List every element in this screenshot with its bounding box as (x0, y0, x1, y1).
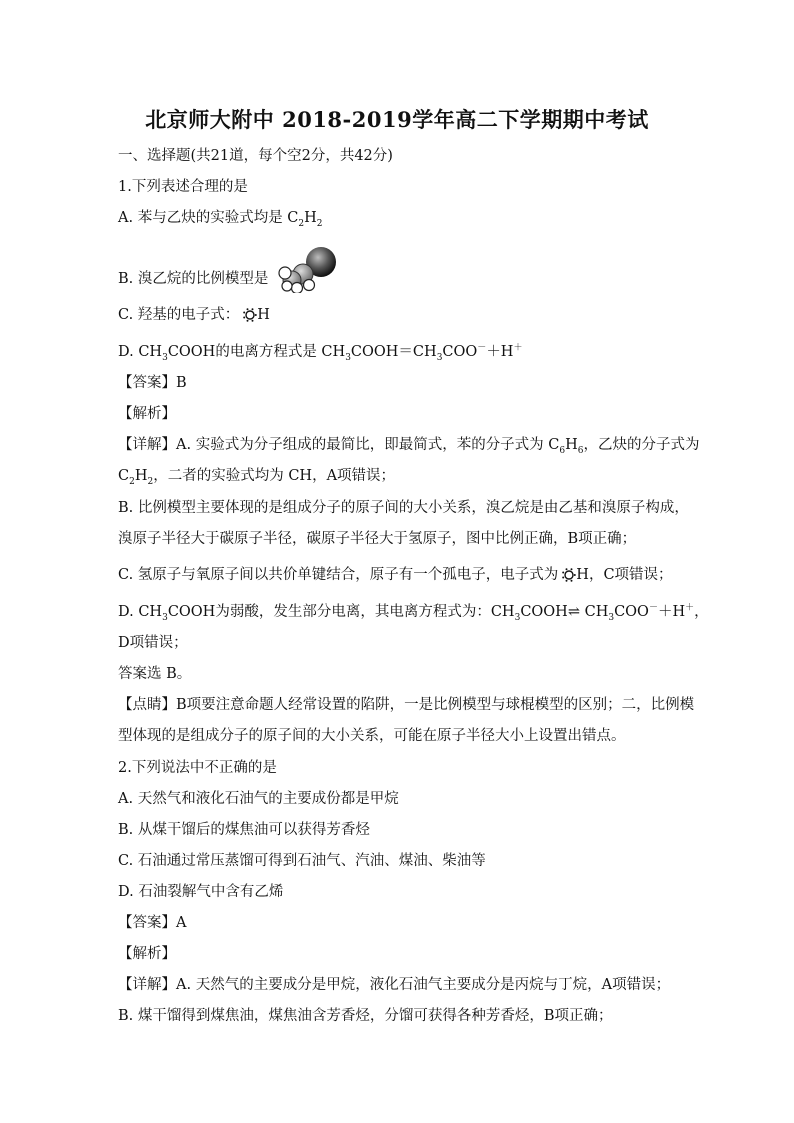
q1-option-b: B. 溴乙烷的比例模型是 (118, 255, 341, 303)
q1-answer: 【答案】B (118, 375, 187, 391)
q1-option-d: D. $CH_3COOH$的电离方程式是 $CH_3COOH=CH_3COO^-+H^+$ (118, 343, 523, 363)
q2-option-c: C. 石油通过常压蒸馏可得到石油气、汽油、煤油、柴油等 (118, 853, 486, 869)
q1-detail-a-line2: $C_2H_2$，二者的实验式均为 CH，A项错误； (118, 468, 396, 487)
q2-detail-b: B. 煤干馏得到煤焦油，煤焦油含芳香烃，分馏可获得各种芳香烃，B项正确； (118, 1008, 613, 1024)
equilibrium-arrow-icon: ⇌ (567, 604, 580, 620)
hydroxyl-electron-dot-icon (562, 568, 576, 582)
q1-tip-line1: 【点睛】B项要注意命题人经常设置的陷阱，一是比例模型与球棍模型的区别；二，比例模 (118, 697, 695, 713)
q1-analysis-heading: 【解析】 (118, 406, 176, 422)
q1-conclusion: 答案选 B。 (118, 666, 192, 682)
bromoethane-space-filling-model-icon (277, 245, 341, 293)
q1-detail-c: C. 氢原子与氧原子间以共价单键结合，原子有一个孤电子，电子式为 H，C项错误； (118, 567, 673, 583)
q1-detail-b-line1: B. 比例模型主要体现的是组成分子的原子间的大小关系，溴乙烷是由乙基和溴原子构成， (118, 500, 689, 516)
q2-answer: 【答案】A (118, 915, 187, 931)
q1-option-a: A. 苯与乙炔的实验式均是 $C_2H_2$ (118, 210, 323, 229)
section-heading: 一、选择题(共21道，每个空2分，共42分) (118, 148, 393, 164)
q1-option-c: C. 羟基的电子式： H (118, 307, 270, 323)
q2-analysis-heading: 【解析】 (118, 946, 176, 962)
q1-detail-b-line2: 溴原子半径大于碳原子半径，碳原子半径大于氢原子，图中比例正确，B项正确； (118, 531, 637, 547)
hydroxyl-electron-dot-icon (243, 308, 257, 322)
q2-option-b: B. 从煤干馏后的煤焦油可以获得芳香烃 (118, 822, 370, 838)
q1-detail-d-line1: D. $CH_3COOH$为弱酸，发生部分电离，其电离方程式为：$CH_3COOH\rightleftharpoons$ $CH_3COO^-+H^+$， (118, 603, 709, 623)
q2-detail-a: 【详解】A. 天然气的主要成分是甲烷，液化石油气主要成分是丙烷与丁烷，A项错误； (118, 977, 671, 993)
q2-option-a: A. 天然气和液化石油气的主要成份都是甲烷 (118, 791, 399, 807)
q1-detail-a-line1: 【详解】A. 实验式为分子组成的最简比，即最简式，苯的分子式为 $C_6H_6$，乙炔的分子式为 (118, 437, 700, 456)
q2-stem: 2.下列说法中不正确的是 (118, 760, 277, 776)
page-title: 北京师大附中 2018-2019学年高二下学期期中考试 (145, 107, 649, 132)
q1-tip-line2: 型体现的是组成分子的原子间的大小关系，可能在原子半径大小上设置出错点。 (118, 728, 626, 744)
q1-stem: 1.下列表述合理的是 (118, 179, 248, 195)
q1-detail-d-line2: D项错误； (118, 635, 188, 651)
q2-option-d: D. 石油裂解气中含有乙烯 (118, 884, 284, 900)
